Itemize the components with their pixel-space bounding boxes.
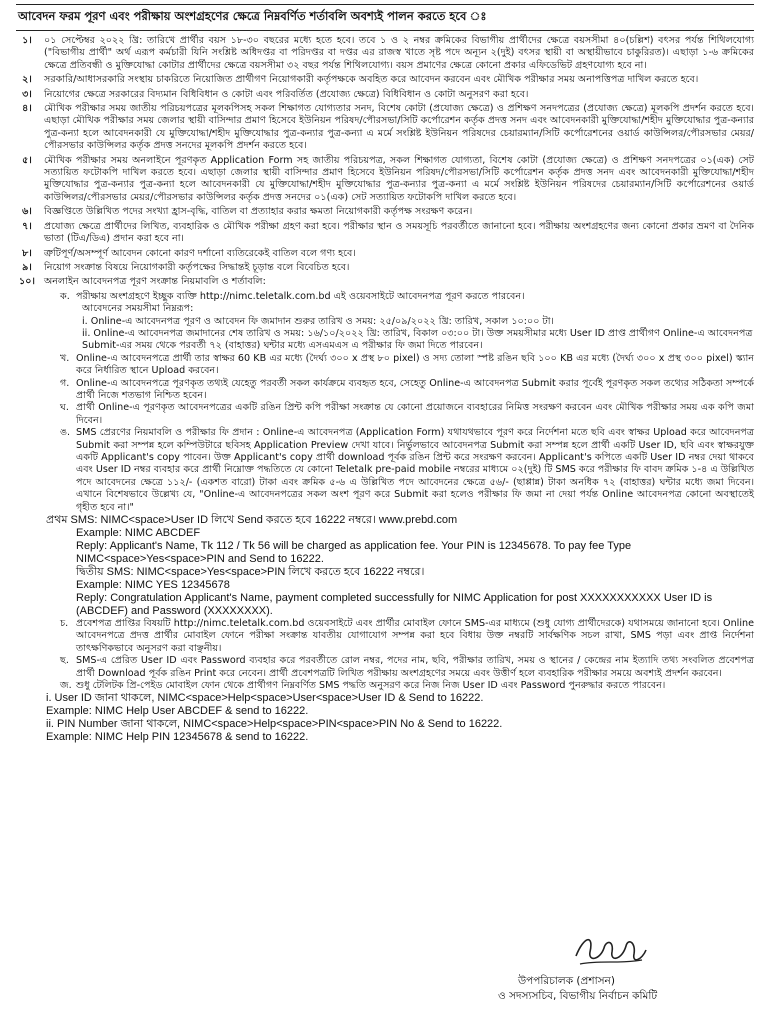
rule-gha: ঘ. প্রার্থী Online-এ পূরণকৃত আবেদনপত্রের একটি রঙিন প্রিন্ট কপি পরীক্ষা সংক্রান্ত যে কোনো প্রয়োজনে ব্যবহারের নিমিত্ত সংরক্ষণ করবেন এবং মৌখিক পরীক্ষার সময় এক কপি জমা দিবেন। — [60, 402, 754, 426]
rule-cha: চ. প্রবেশপত্র প্রাপ্তির বিষয়টি http://nimc.teletalk.com.bd ওয়েবসাইটে এবং প্রার্থীর মোবাইল ফোনে SMS-এর মাধ্যমে (শুধু যোগ্য প্রার্থীদেরকে) যথাসময়ে জানানো হবে। Online আবেদনপত্রে প্রদত্ত প্রার্থীর মোবাইল ফোনে পরীক্ষা সংক্রান্ত যাবতীয় যোগাযোগ সম্পন্ন করা হবে বিধায় উক্ত নম্বরটি সার্বক্ষণিক সচল রাখা, SMS পড়া এবং প্রাপ্ত নির্দেশনা তাৎক্ষণিকভাবে অনুসরণ করা বাঞ্ছনীয়। — [60, 618, 754, 654]
list-item: ৮। ত্রুটিপূর্ণ/অসম্পূর্ণ আবেদন কোনো কারণ দর্শানো ব্যতিরেকেই বাতিল বলে গণ্য হবে। — [22, 247, 356, 259]
list-item: ৩। নিয়োগের ক্ষেত্রে সরকারের বিদ্যমান বিধিবিধান ও কোটা এবং পরিবর্তিত (প্রযোজ্য ক্ষেত্রে) বিধিবিধান ও কোটা অনুসরণ করা হবে। — [22, 88, 529, 100]
rule-ja: জ. শুধু টেলিটক প্রি-পেইড মোবাইল ফোন থেকে প্রার্থীগণ নিম্নবর্ণিত SMS পদ্ধতি অনুসরণ করে নিজ নিজ User ID এবং Password পুনরুদ্ধার করতে পারবেন। — [60, 680, 666, 692]
online-rules-2 — [60, 618, 758, 692]
recovery-pin-example: Example: NIMC Help PIN 12345678 & send to 16222. — [46, 731, 309, 744]
list-item: ১০। অনলাইন আবেদনপত্র পূরণ সংক্রান্ত নিয়মাবলি ও শর্তাবলি: — [19, 276, 266, 288]
rule-chha: ছ. SMS-এ প্রেরিত User ID এবং Password ব্যবহার করে পরবর্তীতে রোল নম্বর, পদের নাম, ছবি, পরীক্ষার তারিখ, সময় ও স্থানের / কেন্দ্রের নাম ইত্যাদি তথ্য সংবলিত প্রবেশপত্র প্রার্থী Download পূর্বক রঙিন Print করে নেবেন। প্রার্থী প্রবেশপত্রটি লিখিত পরীক্ষায় অংশগ্রহণের সময়ে এবং উত্তীর্ণ হলে ব্যবহারিক পরীক্ষার সময়ে অবশ্যই প্রদর্শন করবেন। — [60, 655, 754, 679]
list-item: ৪। মৌখিক পরীক্ষার সময় জাতীয় পরিচয়পত্রের মূলকপিসহ সকল শিক্ষাগত যোগ্যতার সনদ, বিশেষ কোটা (প্রযোজ্য ক্ষেত্রে) ও প্রশিক্ষণ সনদপত্রের (প্রযোজ্য ক্ষেত্রে) মূলকপি প্রদর্শন করতে হবে। এছাড়া মৌখিক পরীক্ষার সময় জেলার স্থায়ী বাসিন্দার প্রমাণ হিসেবে ইউনিয়ন পরিষদ/পৌরসভা/সিটি কর্পোরেশন কর্তৃক প্রদত্ত সনদ এবং আবেদনকারী মুক্তিযোদ্ধা/শহীদ মুক্তিযোদ্ধার পুত্র-কন্যার পুত্র-কন্যা হলে আবেদনকারী যে মুক্তিযোদ্ধা/শহীদ মুক্তিযোদ্ধার পুত্র-কন্যার পুত্র-কন্যা এ মর্মে সংশ্লিষ্ট ইউনিয়ন পরিষদের চেয়ারম্যান/সিটি কর্পোরেশনের ওয়ার্ড কাউন্সিলর/পৌরসভার মেয়র/পৌরসভার কাউন্সিলর কর্তৃক প্রদত্ত সনদের মূলকপি প্রদর্শন করতে হবে। — [22, 103, 754, 152]
signatory-designation: উপপরিচালক (প্রশাসন) — [518, 975, 615, 987]
signatory-block — [488, 974, 758, 1004]
list-item: ৯। নিয়োগ সংক্রান্ত বিষয়ে নিয়োগকারী কর্তৃপক্ষের সিদ্ধান্তই চূড়ান্ত বলে বিবেচিত হবে। — [22, 261, 350, 273]
deadline-intro: আবেদনের সময়সীমা নিম্নরূপ: — [82, 303, 194, 315]
sms-reply-2: Reply: Congratulation Applicant's Name, payment completed successfully for NIMC Application for post XXXXXXXXXXX User ID is (ABCDEF) and Password (XXXXXXXX). — [76, 592, 713, 618]
list-item: ১। ০১ সেপ্টেম্বর ২০২২ খ্রি: তারিখে প্রার্থীর বয়স ১৮-৩০ বছরের মধ্যে হতে হবে। তবে ১ ও ২ নম্বর ক্রমিকের বিভাগীয় প্রার্থীদের ক্ষেত্রে বয়সসীমা ৪০(চল্লিশ) বৎসর পর্যন্ত শিথিলযোগ্য ("বিভাগীয় প্রার্থী" অর্থ এরূপ কর্মচারী যিনি সংশ্লিষ্ট অধিদপ্তর বা পরিদপ্তর বা দপ্তর এর রাজস্ব খাতে সৃষ্ট পদে অন্যূন ২(দুই) বৎসর স্থায়ী বা অস্থায়ীভাবে চাকুরিরত)। এছাড়া ১-৬ ক্রমিকের ক্ষেত্রে প্রতিবন্ধী ও মুক্তিযোদ্ধা কোটার প্রার্থীদের ক্ষেত্রে বয়সসীমা ৩২ বছর পর্যন্ত শিথিলযোগ্য। বয়স প্রমাণের ক্ষেত্রে কোনো প্রকার এফিডেভিট গ্রহণযোগ্য হবে না। — [22, 35, 754, 71]
conditions-list — [10, 35, 758, 744]
rule-ga: গ. Online-এ আবেদনপত্রে পূরণকৃত তথ্যই যেহেতু পরবর্তী সকল কার্যক্রমে ব্যবহৃত হবে, সেহেতু Online-এ আবেদনপত্র Submit করার পূর্বেই পূরণকৃত সকল তথ্যের সঠিকতা সম্পর্কে প্রার্থী নিজে শতভাগ নিশ্চিত হবেন। — [60, 377, 754, 401]
recovery-instructions — [46, 692, 758, 744]
deadline-end: ii. Online-এ আবেদনপত্র জমাদানের শেষ তারিখ ও সময়: ১৬/১০/২০২২ খ্রি: তারিখ, বিকাল ০৩:০০ টা। উক্ত সময়সীমার মধ্যে User ID প্রাপ্ত প্রার্থীগণ Online-এ আবেদনপত্র Submit-এর সময় থেকে পরবর্তী ৭২ (বাহাত্তর) ঘন্টার মধ্যে এসএমএস এ পরীক্ষার ফি জমা দিতে পারবেন। — [82, 327, 753, 352]
online-rules — [60, 291, 758, 514]
sms-reply-1: Reply: Applicant's Name, Tk 112 / Tk 56 will be charged as application fee. Your PIN is 12345678. To pay fee Type NIMC<space>Yes<space>PIN and Send to 16222. — [76, 540, 632, 566]
rule-ka: ক. পরীক্ষায় অংশগ্রহণে ইচ্ছুক ব্যক্তি http://nimc.teletalk.com.bd এই ওয়েবসাইটে আবেদনপত্র পূরণ করতে পারবেন। — [60, 290, 525, 302]
recovery-pin: ii. PIN Number জানা থাকলে, NIMC<space>Help<space>PIN<space>PIN No & Send to 16222. — [46, 718, 503, 731]
notice-title: আবেদন ফরম পূরণ এবং পরীক্ষায় অংশগ্রহণের ক্ষেত্রে নিম্নবর্ণিত শর্তাবলি অবশ্যই পালন করতে হবে ঃ — [16, 4, 754, 31]
signatory-role: ও সদস্যসচিব, বিভাগীয় নির্বাচন কমিটি — [498, 990, 658, 1002]
recovery-user-id-example: Example: NIMC Help User ABCDEF & send to 16222. — [46, 705, 309, 718]
sms-example-1: Example: NIMC ABCDEF — [76, 527, 201, 540]
list-item: ২। সরকারি/আধাসরকারি সংস্থায় চাকরিতে নিয়োজিত প্রার্থীগণ নিয়োগকারী কর্তৃপক্ষকে অবহিত করে আবেদন করবেন এবং মৌখিক পরীক্ষার সময় অনাপত্তিপত্র দাখিল করতে হবে। — [22, 74, 699, 86]
signature — [570, 930, 650, 970]
list-item: ৬। বিজ্ঞপ্তিতে উল্লিখিত পদের সংখ্যা হ্রাস-বৃদ্ধি, বাতিল বা প্রত্যাহার করার ক্ষমতা নিয়োগকারী কর্তৃপক্ষ সংরক্ষণ করেন। — [22, 206, 473, 218]
rule-umo: ঙ. SMS প্রেরণের নিয়মাবলি ও পরীক্ষার ফি প্রদান : Online-এ আবেদনপত্র (Application Form) যথাযথভাবে পূরণ করে নির্দেশনা মতে ছবি এবং স্বাক্ষর Upload করে আবেদনপত্র Submit করা সম্পন্ন হলে কম্পিউটারে ছবিসহ Application Preview দেখা যাবে। নির্ভুলভাবে আবেদনপত্র Submit করা সম্পন্ন হলে প্রার্থী একটি User ID, ছবি এবং স্বাক্ষরযুক্ত একটি Applicant's copy পাবেন। উক্ত Applicant's copy প্রার্থী download পূর্বক রঙিন প্রিন্ট করে সংরক্ষণ করবেন। Applicant's কপিতে একটি User ID নম্বর দেয়া থাকবে এবং User ID নম্বর ব্যবহার করে প্রার্থী নিম্নোক্ত পদ্ধতিতে যে কোনো Teletalk pre-paid mobile নম্বরের মাধ্যমে ০২(দুই) টি SMS করে পরীক্ষার ফি বাবদ ক্রমিক ১-৪ এ উল্লিখিত পদে আবেদনের ক্ষেত্রে ১১২/- (একশত বারো) টাকা এবং ক্রমিক ৫-৬ এ উল্লিখিত পদে আবেদনের ক্ষেত্রে ৫৬/- (ছাপ্পান্ন) টাকা অনধিক ৭২ (বাহাত্তর) ঘন্টার মধ্যে জমা দিবেন। এখানে বিশেষভাবে উল্লেখ্য যে, "Online-এ আবেদনপত্রের সকল অংশ পূরণ করে Submit করা হলেও পরীক্ষার ফি জমা না দেয়া পর্যন্ত Online আবেদনপত্র কোনো অবস্থাতেই গৃহীত হবে না।" — [60, 427, 754, 513]
list-item: ৭। প্রযোজ্য ক্ষেত্রে প্রার্থীদের লিখিত, ব্যবহারিক ও মৌখিক পরীক্ষা গ্রহণ করা হবে। পরীক্ষার স্থান ও সময়সূচি পরবর্তীতে জানানো হবে। পরীক্ষায় অংশগ্রহণের জন্য কোনো প্রকার ভ্রমণ বা দৈনিক ভাতা (টিএ/ডিএ) প্রদান করা হবে না। — [22, 220, 754, 245]
sms-instructions — [46, 514, 758, 618]
rule-kha: খ. Online-এ আবেদনপত্রে প্রার্থী তার স্বাক্ষর 60 KB এর মধ্যে (দৈর্ঘ্য ৩০০ x প্রস্থ ৮০ pixel) ও সদ্য তোলা স্পষ্ট রঙিন ছবি ১০০ KB এর মধ্যে (দৈর্ঘ্য ৩০০ x প্রস্থ ৩০০ pixel) স্ক্যান করে নির্ধারিত স্থানে Upload করবেন। — [60, 352, 754, 377]
sms-first: প্রথম SMS: NIMC<space>User ID লিখে Send করতে হবে 16222 নম্বরে। www.prebd.com — [46, 514, 458, 527]
sms-second: দ্বিতীয় SMS: NIMC<space>Yes<space>PIN লিখে করতে হবে 16222 নম্বরে। — [76, 566, 425, 579]
list-item: ৫। মৌখিক পরীক্ষার সময় অনলাইনে পূরণকৃত Application Form সহ জাতীয় পরিচয়পত্র, সকল শিক্ষাগত যোগ্যতা, বিশেষ কোটা (প্রযোজ্য ক্ষেত্রে) ও প্রশিক্ষণ সনদপত্রের ০১(এক) সেট সত্যায়িত ফটোকপি দাখিল করতে হবে। এছাড়া জেলার স্থায়ী বাসিন্দার প্রমাণ হিসেবে ইউনিয়ন পরিষদ/পৌরসভা/সিটি কর্পোরেশন কর্তৃক প্রদত্ত সনদ এবং আবেদনকারী মুক্তিযোদ্ধা/শহীদ মুক্তিযোদ্ধার পুত্র-কন্যার পুত্র-কন্যা হলে আবেদনকারী যে মুক্তিযোদ্ধা/শহীদ মুক্তিযোদ্ধার পুত্র-কন্যার পুত্র-কন্যা এ মর্মে সংশ্লিষ্ট ইউনিয়ন পরিষদের চেয়ারম্যান/সিটি কর্পোরেশনের ওয়ার্ড কাউন্সিলর/পৌরসভার মেয়র/পৌরসভার কাউন্সিলর কর্তৃক প্রদত্ত সনদের ০১(এক) সেট সত্যায়িত ফটোকপি দাখিল করতে হবে। — [22, 154, 754, 203]
sms-example-2: Example: NIMC YES 12345678 — [76, 579, 230, 592]
deadline-start: i. Online-এ আবেদনপত্র পূরণ ও আবেদন ফি জমাদান শুরুর তারিখ ও সময়: ২৫/০৯/২০২২ খ্রি: তারিখ, সকাল ১০:০০ টা। — [82, 315, 554, 327]
recovery-user-id: i. User ID জানা থাকলে, NIMC<space>Help<space>User<space>User ID & Send to 16222. — [46, 692, 484, 705]
